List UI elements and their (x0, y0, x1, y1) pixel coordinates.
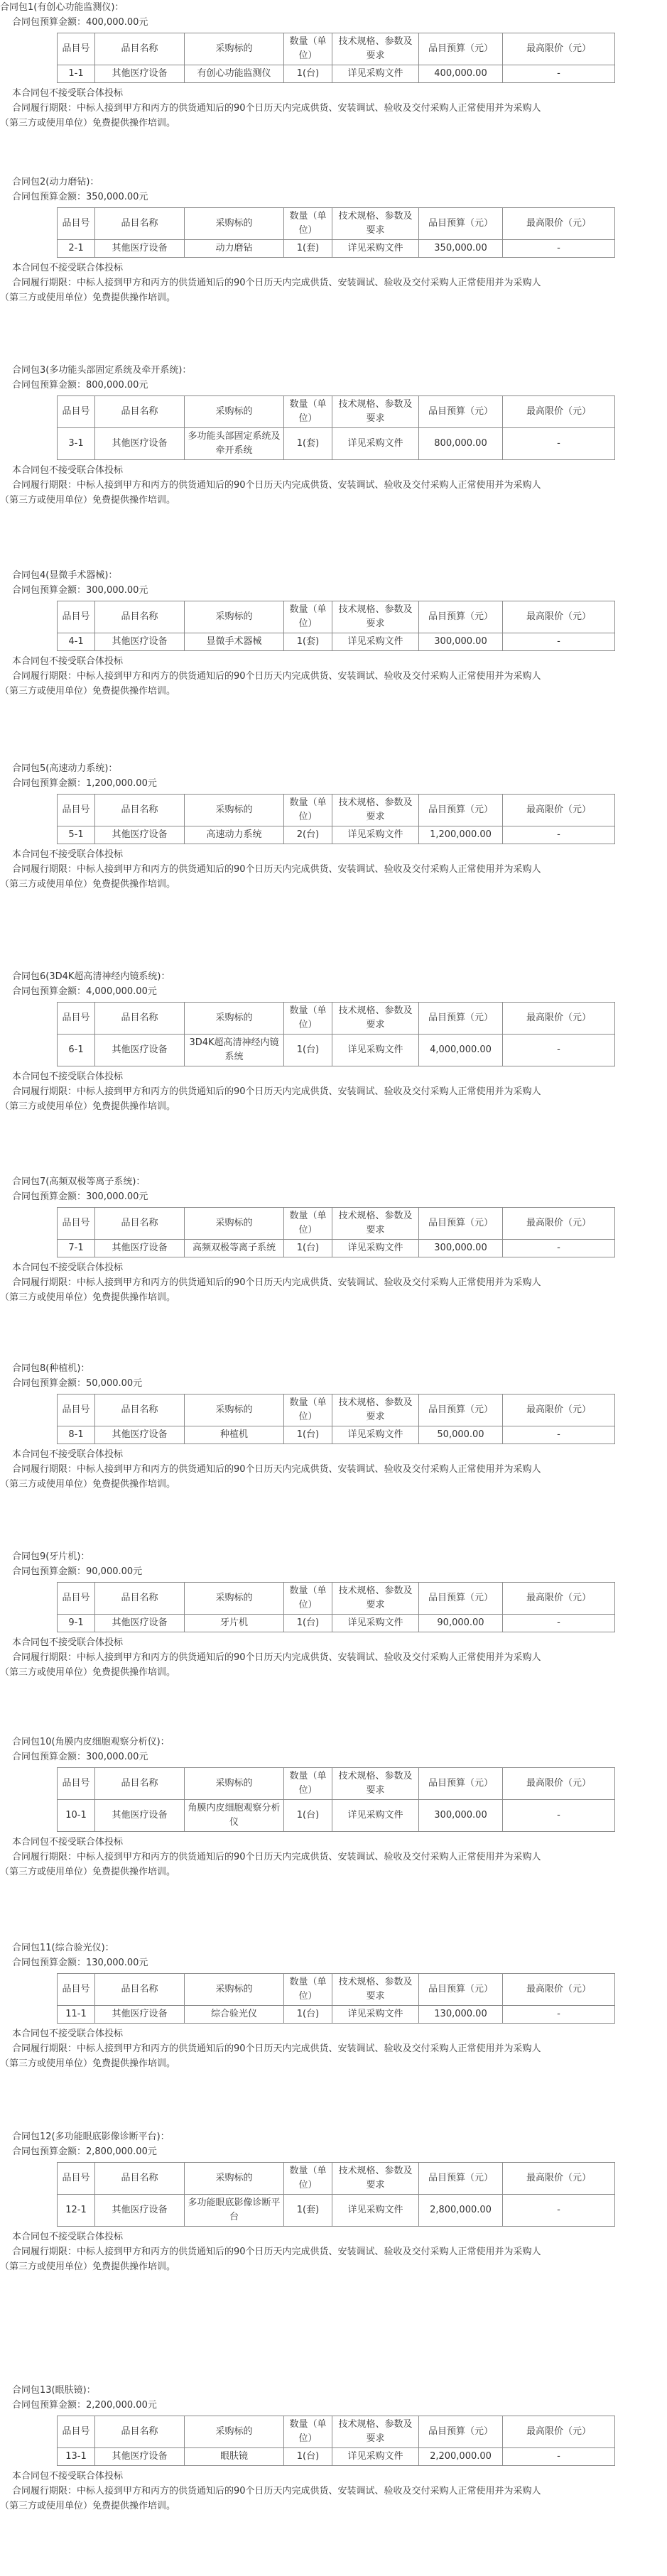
item-spec: 详见采购文件 (332, 1615, 419, 1632)
header-cell: 品目名称 (95, 2416, 185, 2448)
item-spec: 详见采购文件 (332, 2006, 419, 2024)
item-category: 其他医疗设备 (95, 2195, 185, 2227)
item-table (57, 2416, 615, 2466)
item-quantity: 1(套) (284, 2195, 332, 2227)
item-budget: 400,000.00 (419, 65, 503, 83)
item-quantity: 1(台) (284, 65, 332, 83)
header-cell: 技术规格、参数及要求 (332, 601, 419, 633)
performance-period: 合同履行期限：中标人接到甲方和丙方的供货通知后的90个日历天内完成供货、安装调试、验收及交付采购人正常使用并为采购人 (12, 1086, 541, 1097)
item-max-price: - (503, 65, 615, 83)
table-header-row (58, 1208, 615, 1240)
consortium-note: 本合同包不接受联合体投标 (12, 2471, 124, 2482)
item-quantity: 2(台) (284, 826, 332, 844)
header-cell: 品目号 (58, 1974, 95, 2006)
consortium-note: 本合同包不接受联合体投标 (12, 1837, 124, 1848)
item-subject: 高速动力系统 (185, 826, 284, 844)
header-cell: 数量（单位） (284, 1583, 332, 1615)
item-spec: 详见采购文件 (332, 240, 419, 258)
item-budget: 50,000.00 (419, 1426, 503, 1444)
item-quantity: 1(台) (284, 1800, 332, 1832)
item-spec: 详见采购文件 (332, 1240, 419, 1257)
consortium-note: 本合同包不接受联合体投标 (12, 656, 124, 667)
header-cell: 品目名称 (95, 2163, 185, 2195)
package-budget: 合同包预算金额：50,000.00元 (12, 1378, 143, 1389)
header-cell: 最高限价（元） (503, 208, 615, 240)
header-cell: 数量（单位） (284, 208, 332, 240)
table-header-row (58, 1768, 615, 1800)
header-cell: 品目号 (58, 33, 95, 65)
header-cell: 最高限价（元） (503, 1208, 615, 1240)
consortium-note: 本合同包不接受联合体投标 (12, 2232, 124, 2242)
item-number: 10-1 (58, 1800, 95, 1832)
header-cell: 最高限价（元） (503, 1974, 615, 2006)
header-cell: 品目预算（元） (419, 33, 503, 65)
header-cell: 数量（单位） (284, 2163, 332, 2195)
header-cell: 品目预算（元） (419, 1583, 503, 1615)
contract-package-1 (0, 0, 667, 131)
contract-package-12 (0, 2129, 667, 2274)
header-cell: 品目名称 (95, 396, 185, 428)
package-title: 合同包6(3D4K超高清神经内镜系统)： (12, 971, 170, 982)
item-max-price: - (503, 1800, 615, 1832)
training-note: （第三方或使用单位）免费提供操作培训。 (0, 293, 176, 303)
header-cell: 品目号 (58, 2416, 95, 2448)
package-title: 合同包8(种植机)： (12, 1363, 90, 1374)
package-budget: 合同包预算金额：300,000.00元 (12, 1191, 148, 1202)
header-cell: 品目名称 (95, 1768, 185, 1800)
package-title: 合同包2(动力磨钻)： (12, 177, 99, 187)
item-max-price: - (503, 826, 615, 844)
training-note: （第三方或使用单位）免费提供操作培训。 (0, 686, 176, 697)
item-subject: 多功能眼底影像诊断平台 (185, 2195, 284, 2227)
item-category: 其他医疗设备 (95, 428, 185, 460)
header-cell: 最高限价（元） (503, 2163, 615, 2195)
header-cell: 数量（单位） (284, 1768, 332, 1800)
item-table (57, 1973, 615, 2024)
table-row (58, 1615, 615, 1632)
consortium-note: 本合同包不接受联合体投标 (12, 2029, 124, 2039)
header-cell: 技术规格、参数及要求 (332, 795, 419, 826)
contract-package-3 (0, 363, 667, 508)
table-header-row (58, 1395, 615, 1426)
consortium-note: 本合同包不接受联合体投标 (12, 1071, 124, 1082)
item-budget: 1,200,000.00 (419, 826, 503, 844)
package-title: 合同包1(有创心功能监测仪)： (0, 2, 124, 13)
table-header-row (58, 1003, 615, 1035)
training-note: （第三方或使用单位）免费提供操作培训。 (0, 1867, 176, 1877)
item-spec: 详见采购文件 (332, 826, 419, 844)
item-subject: 动力磨钻 (185, 240, 284, 258)
contract-package-4 (0, 568, 667, 699)
header-cell: 最高限价（元） (503, 1003, 615, 1035)
item-max-price: - (503, 1240, 615, 1257)
item-budget: 4,000,000.00 (419, 1035, 503, 1066)
item-category: 其他医疗设备 (95, 826, 185, 844)
header-cell: 品目预算（元） (419, 1768, 503, 1800)
header-cell: 品目预算（元） (419, 208, 503, 240)
consortium-note: 本合同包不接受联合体投标 (12, 1262, 124, 1273)
item-max-price: - (503, 1426, 615, 1444)
item-table (57, 794, 615, 844)
package-budget: 合同包预算金额：2,200,000.00元 (12, 2400, 157, 2411)
performance-period: 合同履行期限：中标人接到甲方和丙方的供货通知后的90个日历天内完成供货、安装调试、验收及交付采购人正常使用并为采购人 (12, 2486, 541, 2496)
header-cell: 最高限价（元） (503, 396, 615, 428)
item-subject: 综合验光仪 (185, 2006, 284, 2024)
header-cell: 技术规格、参数及要求 (332, 2416, 419, 2448)
item-table (57, 395, 615, 460)
item-budget: 800,000.00 (419, 428, 503, 460)
contract-package-2 (0, 175, 667, 305)
header-cell: 采购标的 (185, 795, 284, 826)
item-spec: 详见采购文件 (332, 2195, 419, 2227)
item-budget: 300,000.00 (419, 1800, 503, 1832)
item-subject: 眼肤镜 (185, 2448, 284, 2466)
item-budget: 300,000.00 (419, 633, 503, 651)
item-category: 其他医疗设备 (95, 65, 185, 83)
item-category: 其他医疗设备 (95, 633, 185, 651)
header-cell: 品目名称 (95, 1395, 185, 1426)
training-note: （第三方或使用单位）免费提供操作培训。 (0, 1479, 176, 1490)
consortium-note: 本合同包不接受联合体投标 (12, 849, 124, 860)
header-cell: 采购标的 (185, 2163, 284, 2195)
header-cell: 品目名称 (95, 33, 185, 65)
item-budget: 90,000.00 (419, 1615, 503, 1632)
header-cell: 数量（单位） (284, 1208, 332, 1240)
header-cell: 数量（单位） (284, 1395, 332, 1426)
item-category: 其他医疗设备 (95, 1035, 185, 1066)
header-cell: 采购标的 (185, 396, 284, 428)
item-table (57, 33, 615, 83)
package-budget: 合同包预算金额：300,000.00元 (12, 585, 148, 596)
header-cell: 技术规格、参数及要求 (332, 1768, 419, 1800)
item-table (57, 1207, 615, 1257)
item-quantity: 1(台) (284, 1426, 332, 1444)
header-cell: 数量（单位） (284, 33, 332, 65)
package-budget: 合同包预算金额：4,000,000.00元 (12, 986, 157, 997)
item-quantity: 1(套) (284, 428, 332, 460)
header-cell: 品目预算（元） (419, 601, 503, 633)
header-cell: 品目名称 (95, 795, 185, 826)
item-max-price: - (503, 2006, 615, 2024)
item-number: 5-1 (58, 826, 95, 844)
contract-package-11 (0, 1941, 667, 2071)
item-spec: 详见采购文件 (332, 1035, 419, 1066)
header-cell: 品目预算（元） (419, 1208, 503, 1240)
header-cell: 数量（单位） (284, 795, 332, 826)
performance-period: 合同履行期限：中标人接到甲方和丙方的供货通知后的90个日历天内完成供货、安装调试、验收及交付采购人正常使用并为采购人 (12, 1652, 541, 1663)
training-note: （第三方或使用单位）免费提供操作培训。 (0, 1101, 176, 1112)
header-cell: 数量（单位） (284, 396, 332, 428)
item-number: 11-1 (58, 2006, 95, 2024)
header-cell: 品目预算（元） (419, 2416, 503, 2448)
header-cell: 采购标的 (185, 1974, 284, 2006)
item-number: 1-1 (58, 65, 95, 83)
item-spec: 详见采购文件 (332, 428, 419, 460)
item-quantity: 1(套) (284, 633, 332, 651)
header-cell: 技术规格、参数及要求 (332, 1583, 419, 1615)
item-budget: 130,000.00 (419, 2006, 503, 2024)
consortium-note: 本合同包不接受联合体投标 (12, 1449, 124, 1460)
header-cell: 技术规格、参数及要求 (332, 2163, 419, 2195)
item-number: 4-1 (58, 633, 95, 651)
header-cell: 技术规格、参数及要求 (332, 208, 419, 240)
item-table (57, 601, 615, 651)
package-budget: 合同包预算金额：300,000.00元 (12, 1752, 148, 1762)
table-row (58, 428, 615, 460)
consortium-note: 本合同包不接受联合体投标 (12, 465, 124, 476)
header-cell: 最高限价（元） (503, 601, 615, 633)
header-cell: 品目号 (58, 601, 95, 633)
item-quantity: 1(台) (284, 2448, 332, 2466)
consortium-note: 本合同包不接受联合体投标 (12, 263, 124, 273)
item-budget: 350,000.00 (419, 240, 503, 258)
item-budget: 2,200,000.00 (419, 2448, 503, 2466)
package-budget: 合同包预算金额：350,000.00元 (12, 192, 148, 202)
table-row (58, 1240, 615, 1257)
performance-period: 合同履行期限：中标人接到甲方和丙方的供货通知后的90个日历天内完成供货、安装调试、验收及交付采购人正常使用并为采购人 (12, 1852, 541, 1862)
item-quantity: 1(台) (284, 1615, 332, 1632)
table-row (58, 2006, 615, 2024)
contract-package-9 (0, 1549, 667, 1680)
package-title: 合同包12(多功能眼底影像诊断平台)： (12, 2132, 170, 2142)
item-spec: 详见采购文件 (332, 65, 419, 83)
item-quantity: 1(台) (284, 1035, 332, 1066)
item-table (57, 1394, 615, 1444)
contract-package-5 (0, 761, 667, 892)
header-cell: 品目号 (58, 1395, 95, 1426)
performance-period: 合同履行期限：中标人接到甲方和丙方的供货通知后的90个日历天内完成供货、安装调试、验收及交付采购人正常使用并为采购人 (12, 1277, 541, 1288)
header-cell: 技术规格、参数及要求 (332, 33, 419, 65)
package-title: 合同包10(角膜内皮细胞观察分析仪)： (12, 1737, 170, 1747)
header-cell: 技术规格、参数及要求 (332, 396, 419, 428)
training-note: （第三方或使用单位）免费提供操作培训。 (0, 2261, 176, 2272)
table-row (58, 1426, 615, 1444)
table-header-row (58, 1583, 615, 1615)
header-cell: 采购标的 (185, 2416, 284, 2448)
header-cell: 品目号 (58, 1768, 95, 1800)
training-note: （第三方或使用单位）免费提供操作培训。 (0, 495, 176, 506)
item-number: 7-1 (58, 1240, 95, 1257)
performance-period: 合同履行期限：中标人接到甲方和丙方的供货通知后的90个日历天内完成供货、安装调试、验收及交付采购人正常使用并为采购人 (12, 2043, 541, 2054)
package-title: 合同包13(眼肤镜)： (12, 2385, 96, 2396)
header-cell: 品目号 (58, 1583, 95, 1615)
header-cell: 采购标的 (185, 1208, 284, 1240)
package-title: 合同包11(综合验光仪)： (12, 1943, 114, 1953)
item-table (57, 1582, 615, 1632)
training-note: （第三方或使用单位）免费提供操作培训。 (0, 2501, 176, 2511)
table-row (58, 240, 615, 258)
package-budget: 合同包预算金额：400,000.00元 (12, 17, 148, 28)
item-quantity: 1(套) (284, 240, 332, 258)
table-header-row (58, 601, 615, 633)
item-table (57, 1767, 615, 1832)
header-cell: 数量（单位） (284, 1003, 332, 1035)
item-budget: 2,800,000.00 (419, 2195, 503, 2227)
item-category: 其他医疗设备 (95, 1426, 185, 1444)
table-header-row (58, 2416, 615, 2448)
item-budget: 300,000.00 (419, 1240, 503, 1257)
package-title: 合同包5(高速动力系统)： (12, 763, 118, 774)
table-row (58, 633, 615, 651)
item-subject: 显微手术器械 (185, 633, 284, 651)
header-cell: 品目预算（元） (419, 795, 503, 826)
header-cell: 品目号 (58, 396, 95, 428)
item-category: 其他医疗设备 (95, 1240, 185, 1257)
header-cell: 数量（单位） (284, 2416, 332, 2448)
package-budget: 合同包预算金额：800,000.00元 (12, 380, 148, 391)
item-subject: 角膜内皮细胞观察分析仪 (185, 1800, 284, 1832)
header-cell: 技术规格、参数及要求 (332, 1395, 419, 1426)
performance-period: 合同履行期限：中标人接到甲方和丙方的供货通知后的90个日历天内完成供货、安装调试、验收及交付采购人正常使用并为采购人 (12, 671, 541, 682)
item-number: 2-1 (58, 240, 95, 258)
header-cell: 品目号 (58, 795, 95, 826)
header-cell: 品目预算（元） (419, 2163, 503, 2195)
item-number: 12-1 (58, 2195, 95, 2227)
training-note: （第三方或使用单位）免费提供操作培训。 (0, 1292, 176, 1303)
contract-package-8 (0, 1361, 667, 1492)
header-cell: 采购标的 (185, 33, 284, 65)
contract-package-6 (0, 969, 667, 1114)
item-spec: 详见采购文件 (332, 1800, 419, 1832)
item-subject: 牙片机 (185, 1615, 284, 1632)
package-title: 合同包7(高频双极等离子系统)： (12, 1177, 146, 1187)
header-cell: 技术规格、参数及要求 (332, 1208, 419, 1240)
package-budget: 合同包预算金额：130,000.00元 (12, 1958, 148, 1968)
item-number: 13-1 (58, 2448, 95, 2466)
item-spec: 详见采购文件 (332, 2448, 419, 2466)
item-max-price: - (503, 2195, 615, 2227)
item-number: 8-1 (58, 1426, 95, 1444)
item-category: 其他医疗设备 (95, 2006, 185, 2024)
item-subject: 种植机 (185, 1426, 284, 1444)
item-max-price: - (503, 2448, 615, 2466)
item-max-price: - (503, 428, 615, 460)
table-row (58, 2448, 615, 2466)
package-budget: 合同包预算金额：1,200,000.00元 (12, 778, 157, 789)
item-max-price: - (503, 240, 615, 258)
header-cell: 品目名称 (95, 601, 185, 633)
item-number: 9-1 (58, 1615, 95, 1632)
item-category: 其他医疗设备 (95, 1800, 185, 1832)
performance-period: 合同履行期限：中标人接到甲方和丙方的供货通知后的90个日历天内完成供货、安装调试、验收及交付采购人正常使用并为采购人 (12, 2247, 541, 2257)
header-cell: 数量（单位） (284, 1974, 332, 2006)
header-cell: 最高限价（元） (503, 33, 615, 65)
package-budget: 合同包预算金额：2,800,000.00元 (12, 2146, 157, 2157)
consortium-note: 本合同包不接受联合体投标 (12, 1637, 124, 1648)
header-cell: 品目预算（元） (419, 396, 503, 428)
consortium-note: 本合同包不接受联合体投标 (12, 88, 124, 99)
item-subject: 高频双极等离子系统 (185, 1240, 284, 1257)
table-row (58, 65, 615, 83)
table-row (58, 1800, 615, 1832)
header-cell: 品目名称 (95, 1003, 185, 1035)
header-cell: 品目号 (58, 1208, 95, 1240)
item-subject: 多功能头部固定系统及牵开系统 (185, 428, 284, 460)
item-spec: 详见采购文件 (332, 1426, 419, 1444)
table-row (58, 1035, 615, 1066)
performance-period: 合同履行期限：中标人接到甲方和丙方的供货通知后的90个日历天内完成供货、安装调试、验收及交付采购人正常使用并为采购人 (12, 1464, 541, 1475)
item-max-price: - (503, 1035, 615, 1066)
header-cell: 数量（单位） (284, 601, 332, 633)
header-cell: 品目名称 (95, 1583, 185, 1615)
training-note: （第三方或使用单位）免费提供操作培训。 (0, 118, 176, 129)
table-header-row (58, 208, 615, 240)
package-budget: 合同包预算金额：90,000.00元 (12, 1566, 143, 1577)
header-cell: 采购标的 (185, 1768, 284, 1800)
contract-package-10 (0, 1735, 667, 1879)
item-quantity: 1(台) (284, 2006, 332, 2024)
header-cell: 采购标的 (185, 1583, 284, 1615)
header-cell: 品目预算（元） (419, 1003, 503, 1035)
header-cell: 品目号 (58, 208, 95, 240)
training-note: （第三方或使用单位）免费提供操作培训。 (0, 1667, 176, 1678)
header-cell: 技术规格、参数及要求 (332, 1003, 419, 1035)
item-max-price: - (503, 1615, 615, 1632)
header-cell: 采购标的 (185, 1003, 284, 1035)
header-cell: 最高限价（元） (503, 1768, 615, 1800)
header-cell: 品目预算（元） (419, 1974, 503, 2006)
header-cell: 品目号 (58, 1003, 95, 1035)
item-category: 其他医疗设备 (95, 240, 185, 258)
header-cell: 采购标的 (185, 208, 284, 240)
training-note: （第三方或使用单位）免费提供操作培训。 (0, 2058, 176, 2069)
package-title: 合同包4(显微手术器械)： (12, 570, 118, 581)
header-cell: 品目名称 (95, 1974, 185, 2006)
item-number: 3-1 (58, 428, 95, 460)
header-cell: 品目名称 (95, 208, 185, 240)
table-header-row (58, 33, 615, 65)
item-category: 其他医疗设备 (95, 1615, 185, 1632)
item-subject: 有创心功能监测仪 (185, 65, 284, 83)
item-quantity: 1(台) (284, 1240, 332, 1257)
header-cell: 品目预算（元） (419, 1395, 503, 1426)
package-title: 合同包9(牙片机)： (12, 1551, 90, 1562)
item-table (57, 207, 615, 258)
header-cell: 最高限价（元） (503, 1395, 615, 1426)
item-category: 其他医疗设备 (95, 2448, 185, 2466)
contract-package-7 (0, 1174, 667, 1305)
contract-package-13 (0, 2383, 667, 2514)
table-header-row (58, 1974, 615, 2006)
performance-period: 合同履行期限：中标人接到甲方和丙方的供货通知后的90个日历天内完成供货、安装调试、验收及交付采购人正常使用并为采购人 (12, 480, 541, 491)
header-cell: 采购标的 (185, 1395, 284, 1426)
table-row (58, 826, 615, 844)
table-header-row (58, 2163, 615, 2195)
package-title: 合同包3(多功能头部固定系统及牵开系统)： (12, 365, 192, 376)
training-note: （第三方或使用单位）免费提供操作培训。 (0, 879, 176, 890)
header-cell: 最高限价（元） (503, 795, 615, 826)
header-cell: 品目名称 (95, 1208, 185, 1240)
table-header-row (58, 795, 615, 826)
item-table (57, 2162, 615, 2227)
header-cell: 最高限价（元） (503, 1583, 615, 1615)
performance-period: 合同履行期限：中标人接到甲方和丙方的供货通知后的90个日历天内完成供货、安装调试、验收及交付采购人正常使用并为采购人 (12, 864, 541, 875)
header-cell: 采购标的 (185, 601, 284, 633)
performance-period: 合同履行期限：中标人接到甲方和丙方的供货通知后的90个日历天内完成供货、安装调试、验收及交付采购人正常使用并为采购人 (12, 278, 541, 288)
table-header-row (58, 396, 615, 428)
header-cell: 最高限价（元） (503, 2416, 615, 2448)
table-row (58, 2195, 615, 2227)
item-max-price: - (503, 633, 615, 651)
header-cell: 技术规格、参数及要求 (332, 1974, 419, 2006)
performance-period: 合同履行期限：中标人接到甲方和丙方的供货通知后的90个日历天内完成供货、安装调试、验收及交付采购人正常使用并为采购人 (12, 103, 541, 114)
item-subject: 3D4K超高清神经内镜系统 (185, 1035, 284, 1066)
header-cell: 品目号 (58, 2163, 95, 2195)
item-number: 6-1 (58, 1035, 95, 1066)
item-spec: 详见采购文件 (332, 633, 419, 651)
item-table (57, 1002, 615, 1066)
